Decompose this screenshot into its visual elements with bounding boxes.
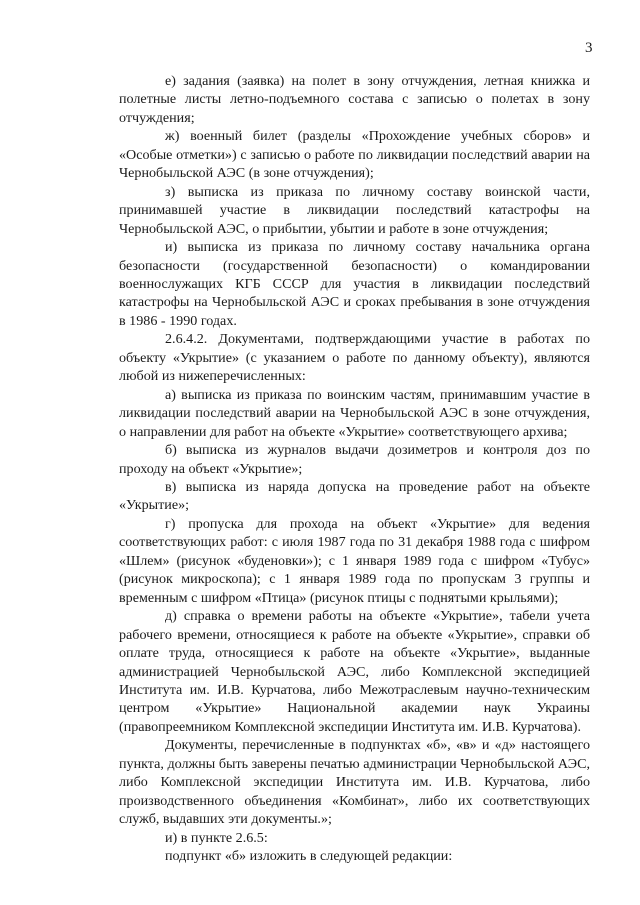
paragraph-i-kgb-order-extract: и) выписка из приказа по личному составу начальника органа безопасности (государственной безопасности) о командировании военнослужащих КГБ СССР для участия в ликвидации последствий катастрофы на Чернобыльской АЭС и сроках пребывания в зоне отчуждения в 1986 - 1990 годах. bbox=[119, 239, 590, 329]
paragraph-d-work-time-certificate: д) справка о времени работы на объекте «Укрытие», табели учета рабочего времени, относящиеся к работе на объекте «Укрытие», справки об оплате труда, относящиеся к работе на объекте «Укрытие», выданные администрацией Чернобыльской АЭС, либо Комплексной экспедицией Института им. И.В. Курчатова, либо Межотраслевым научно-техническим центром «Укрытие» Национальной академии наук Украины (правопреемником Комплексной экспедиции Института им. И.В. Курчатова). bbox=[119, 608, 590, 735]
paragraph-certification-requirement: Документы, перечисленные в подпунктах «б», «в» и «д» настоящего пункта, должны быть заверены печатью администрации Чернобыльской АЭС, либо Комплексной экспедиции Института им. И.В. Курчатова, либо производственного объединения «Комбинат», либо их соответствующих служб, выдавших эти документы.»; bbox=[119, 737, 590, 828]
paragraph-e-flight-tasks: е) задания (заявка) на полет в зону отчуждения, летная книжка и полетные листы летно-подъемного состава с записью о полетах в зону отчуждения; bbox=[119, 73, 590, 126]
paragraph-2-6-4-2: 2.6.4.2. Документами, подтверждающими участие в работах по объекту «Укрытие» (с указанием о работе по данному объекту), являются любой из нижеперечисленных: bbox=[119, 331, 590, 385]
paragraph-i-clause-2-6-5: и) в пункте 2.6.5: bbox=[165, 829, 268, 846]
paragraph-v-work-permit: в) выписка из наряда допуска на проведение работ на объекте «Укрытие»; bbox=[119, 478, 590, 514]
paragraph-b-dosimeter-journals: б) выписка из журналов выдачи дозиметров и контроля доз по проходу на объект «Укрытие»; bbox=[119, 442, 590, 477]
paragraph-a-military-units-order: а) выписка из приказа по воинским частям, принимавшим участие в ликвидации последствий аварии на Чернобыльской АЭС в зоне отчуждения, о направлении для работ на объекте «Укрытие» соответствующего архива; bbox=[119, 386, 590, 440]
paragraph-subclause-b-new-wording: подпункт «б» изложить в следующей редакции: bbox=[165, 848, 453, 865]
page-number: 3 bbox=[585, 40, 593, 56]
paragraph-z-unit-order-extract: з) выписка из приказа по личному составу воинской части, принимавшей участие в ликвидации последствий катастрофы на Чернобыльской АЭС, о прибытии, убытии и работе в зоне отчуждения; bbox=[119, 183, 590, 237]
paragraph-zh-military-card: ж) военный билет (разделы «Прохождение учебных сборов» и «Особые отметки») с записью о работе по ликвидации последствий аварии на Чернобыльской АЭС (в зоне отчуждения); bbox=[119, 128, 590, 182]
document-body bbox=[119, 72, 590, 865]
paragraph-g-passes: г) пропуска для прохода на объект «Укрытие» для ведения соответствующих работ: с июля 1987 года по 31 декабря 1988 года с шифром «Шлем» (рисунок «буденовки»); с 1 января 1989 года с шифром «Тубус» (рисунок микроскопа); с 1 января 1989 года по пропускам 3 группы и временным с шифром «Птица» (рисунок птицы с поднятыми крыльями); bbox=[119, 515, 590, 606]
